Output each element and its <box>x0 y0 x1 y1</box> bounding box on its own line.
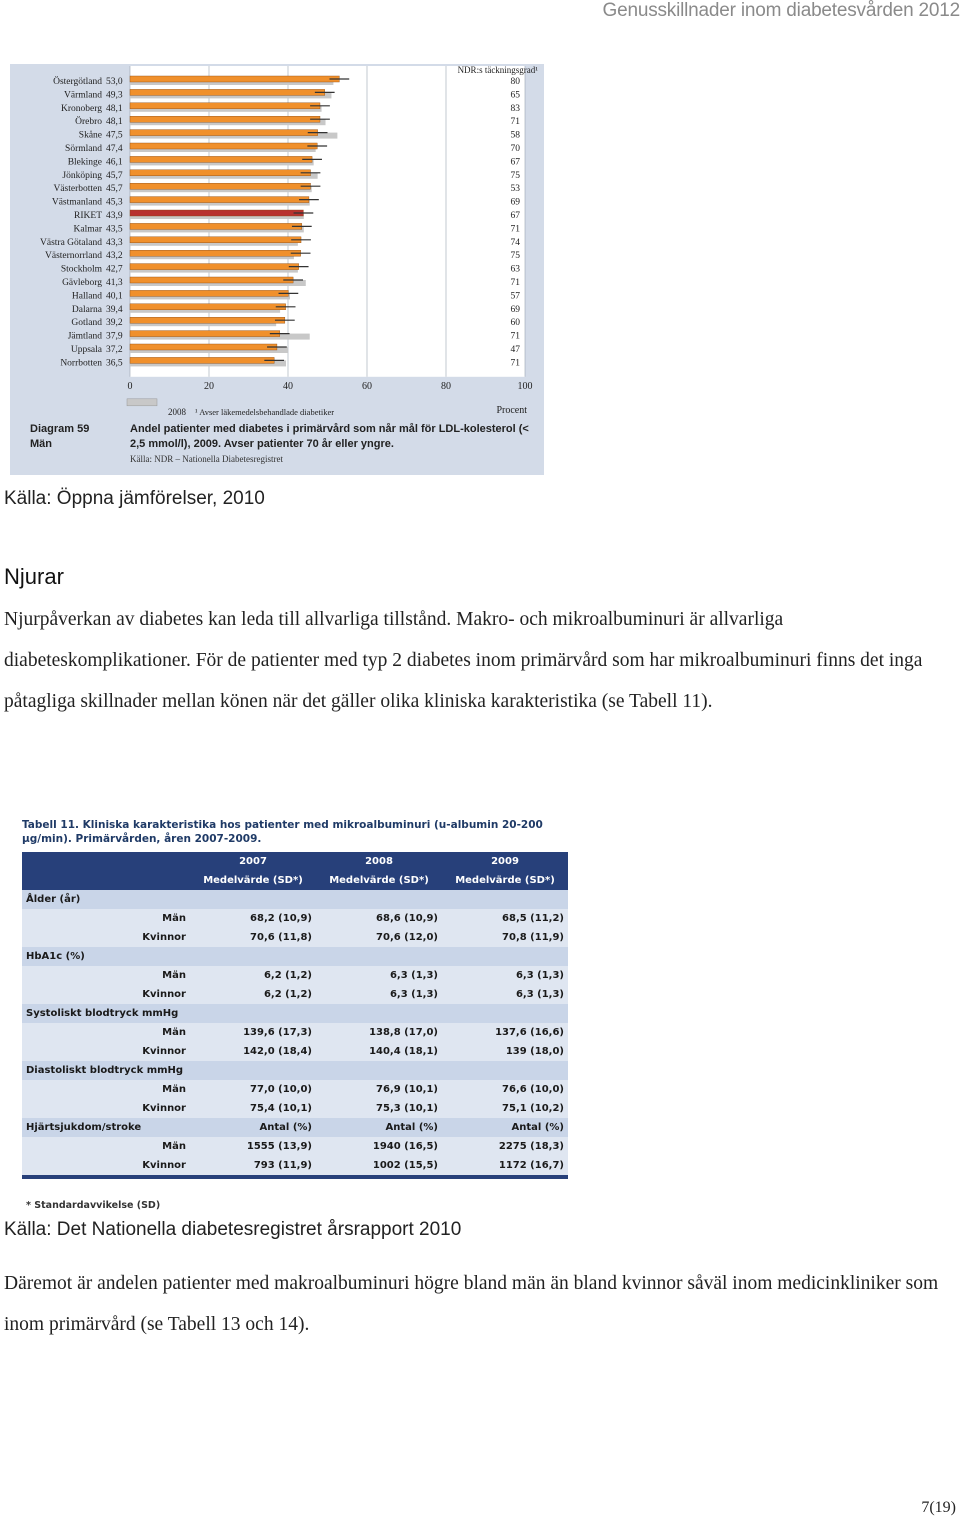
table-cell: 138,8 (17,0) <box>316 1023 442 1042</box>
sex-label: Kvinnor <box>22 1042 190 1061</box>
table-cell: 2275 (18,3) <box>442 1137 568 1156</box>
table-row <box>22 1156 568 1175</box>
table-cell: 6,3 (1,3) <box>316 966 442 985</box>
bar-2009 <box>130 277 293 283</box>
value-label: 40,1 <box>106 291 123 302</box>
table-cell: 6,2 (1,2) <box>190 966 316 985</box>
table-cell: 75,1 (10,2) <box>442 1099 568 1118</box>
bar-2009 <box>130 264 299 270</box>
diagram-source: Källa: NDR – Nationella Diabetesregistret <box>130 454 283 464</box>
category-label: Dalarna <box>71 304 102 315</box>
year-header-row <box>22 852 568 871</box>
bar-chart <box>10 64 544 424</box>
x-tick-label: 20 <box>204 380 214 392</box>
bar-2009 <box>130 183 311 189</box>
category-label: Västmanland <box>51 197 102 208</box>
category-label: Norrbotten <box>60 358 102 369</box>
sex-label: Män <box>22 966 190 985</box>
table-row <box>22 928 568 947</box>
table-bottom-rule <box>22 1175 568 1179</box>
value-label: 48,1 <box>106 117 123 128</box>
table-cell: 6,3 (1,3) <box>316 985 442 1004</box>
plot-area <box>130 66 525 377</box>
sex-label: Män <box>22 909 190 928</box>
year-header: 2009 <box>442 852 568 871</box>
value-label: 39,4 <box>106 304 123 315</box>
table-figure <box>20 814 572 1216</box>
table-footnote: * Standardavvikelse (SD) <box>26 1200 161 1211</box>
coverage-value: 71 <box>510 224 520 235</box>
bar-2009 <box>130 250 301 256</box>
coverage-value: 53 <box>510 184 520 195</box>
table-cell: 77,0 (10,0) <box>190 1080 316 1099</box>
chart-figure <box>10 64 544 475</box>
page-number: 7(19) <box>921 1499 956 1516</box>
sex-label: Kvinnor <box>22 985 190 1004</box>
sex-label: Kvinnor <box>22 1156 190 1175</box>
sex-label: Män <box>22 1023 190 1042</box>
group-header-value: Antal (%) <box>316 1118 442 1137</box>
coverage-value: 71 <box>510 358 520 369</box>
group-label: Systoliskt blodtryck mmHg <box>22 1004 190 1023</box>
table-cell: 68,5 (11,2) <box>442 909 568 928</box>
group-row <box>22 890 568 909</box>
value-label: 39,2 <box>106 318 123 329</box>
coverage-value: 47 <box>510 345 520 355</box>
sex-label: Män <box>22 1080 190 1099</box>
coverage-value: 75 <box>510 251 520 262</box>
coverage-value: 71 <box>510 117 520 128</box>
table-cell: 793 (11,9) <box>190 1156 316 1175</box>
value-label: 45,3 <box>106 197 123 208</box>
group-header-value: Antal (%) <box>190 1118 316 1137</box>
table-cell: 6,3 (1,3) <box>442 985 568 1004</box>
group-header-value <box>316 1061 442 1080</box>
value-label: 47,4 <box>106 144 123 154</box>
sex-label: Kvinnor <box>22 1099 190 1118</box>
value-label: 41,3 <box>106 278 123 288</box>
group-header-value <box>190 1061 316 1080</box>
table-cell: 76,9 (10,1) <box>316 1080 442 1099</box>
category-label: Kronoberg <box>61 103 102 114</box>
group-label: Diastoliskt blodtryck mmHg <box>22 1061 190 1080</box>
bar-2009 <box>130 331 280 337</box>
group-header-value <box>442 947 568 966</box>
coverage-value: 65 <box>510 90 520 101</box>
coverage-value: 57 <box>510 291 520 302</box>
category-label: Östergötland <box>53 77 102 87</box>
value-label: 53,0 <box>106 77 123 87</box>
bar-2009 <box>130 357 274 363</box>
table-row <box>22 909 568 928</box>
section-heading: Njurar <box>4 564 64 589</box>
category-label: Jämtland <box>67 331 102 342</box>
x-tick-label: 60 <box>362 380 372 392</box>
table-row <box>22 1023 568 1042</box>
value-label: 37,2 <box>106 345 123 355</box>
value-label: 36,5 <box>106 358 123 369</box>
category-label: Västerbotten <box>53 184 102 195</box>
table-cell: 70,6 (12,0) <box>316 928 442 947</box>
category-label: Gotland <box>71 318 102 329</box>
diagram-title: Andel patienter med diabetes i primärvård som når mål för LDL-kolesterol (< 2,5 mmol/l), 2009. Avser patienter 70 år eller yngre. <box>130 423 529 450</box>
x-tick-label: 40 <box>283 380 293 392</box>
group-header-value <box>442 1061 568 1080</box>
clinical-table <box>22 852 568 1179</box>
coverage-value: 63 <box>510 264 520 275</box>
group-header-value: Antal (%) <box>442 1118 568 1137</box>
value-label: 42,7 <box>106 264 123 275</box>
bar-2009 <box>130 197 309 203</box>
bar-2009 <box>130 143 317 149</box>
table-cell: 139,6 (17,3) <box>190 1023 316 1042</box>
diagram-number: Diagram 59 <box>30 423 90 435</box>
table-cell: 70,8 (11,9) <box>442 928 568 947</box>
value-label: 43,9 <box>106 211 123 221</box>
running-header: Genusskillnader inom diabetesvården 2012 <box>602 0 960 21</box>
value-label: 46,1 <box>106 157 123 168</box>
table-row <box>22 966 568 985</box>
bar-2009 <box>130 103 320 109</box>
unit-label: Procent <box>496 404 527 416</box>
x-tick-label: 80 <box>441 380 451 392</box>
subheader: Medelvärde (SD*) <box>316 871 442 890</box>
category-label: Gävleborg <box>62 278 102 288</box>
group-header-value <box>190 1004 316 1023</box>
x-tick-label: 0 <box>127 380 133 392</box>
table-row <box>22 1042 568 1061</box>
table-cell: 1555 (13,9) <box>190 1137 316 1156</box>
category-label: Värmland <box>64 90 102 101</box>
group-header-value <box>190 890 316 909</box>
sex-label: Män <box>22 1137 190 1156</box>
coverage-value: 80 <box>510 77 520 87</box>
diagram-label <box>30 422 89 452</box>
coverage-value: 71 <box>510 331 520 342</box>
coverage-value: 67 <box>510 157 520 168</box>
category-label: Blekinge <box>67 157 102 168</box>
value-label: 48,1 <box>106 103 123 114</box>
group-label: Hjärtsjukdom/stroke <box>22 1118 190 1137</box>
group-row <box>22 1061 568 1080</box>
coverage-value: 67 <box>510 211 520 221</box>
group-label: HbA1c (%) <box>22 947 190 966</box>
x-tick-label: 100 <box>517 380 533 392</box>
category-label: Västra Götaland <box>40 237 102 248</box>
bar-2009 <box>130 76 339 82</box>
coverage-value: 58 <box>510 130 520 141</box>
coverage-value: 60 <box>510 318 520 329</box>
value-label: 37,9 <box>106 331 123 342</box>
sex-label: Kvinnor <box>22 928 190 947</box>
coverage-value: 74 <box>510 237 520 248</box>
coverage-value: 69 <box>510 197 520 208</box>
table-cell: 75,4 (10,1) <box>190 1099 316 1118</box>
value-label: 43,5 <box>106 224 123 235</box>
table-bottom-rule-cell <box>22 1175 568 1179</box>
value-label: 45,7 <box>106 184 123 195</box>
bar-2009 <box>130 116 320 122</box>
bar-2009 <box>130 223 302 229</box>
table-cell: 76,6 (10,0) <box>442 1080 568 1099</box>
table-cell: 68,6 (10,9) <box>316 909 442 928</box>
bar-2009 <box>130 89 325 95</box>
bar-2009 <box>130 317 285 323</box>
table-cell: 70,6 (11,8) <box>190 928 316 947</box>
category-label: Stockholm <box>60 264 102 275</box>
category-label: Örebro <box>75 117 102 128</box>
header-blank <box>22 852 190 871</box>
value-label: 49,3 <box>106 90 123 101</box>
bar-2009 <box>130 290 288 296</box>
coverage-value: 75 <box>510 170 520 181</box>
value-label: 43,3 <box>106 237 123 248</box>
group-header-value <box>190 947 316 966</box>
bar-2009-riket <box>130 210 303 216</box>
coverage-value: 83 <box>510 103 520 114</box>
value-label: 43,2 <box>106 251 123 262</box>
table-row <box>22 1080 568 1099</box>
table-cell: 139 (18,0) <box>442 1042 568 1061</box>
table-cell: 1002 (15,5) <box>316 1156 442 1175</box>
group-header-value <box>316 947 442 966</box>
coverage-value: 71 <box>510 278 520 288</box>
category-label: Västernorrland <box>45 251 102 262</box>
coverage-value: 70 <box>510 144 520 154</box>
legend-note: ¹ Avser läkemedelsbehandlade diabetiker <box>195 406 335 417</box>
paragraph-2: Däremot är andelen patienter med makroalbuminuri högre bland män än bland kvinnor såväl inom medicinkliniker som inom primärvård (se Tabell 13 och 14). <box>4 1273 939 1335</box>
category-label: Jönköping <box>62 170 102 181</box>
group-label: Ålder (år) <box>22 890 190 909</box>
table-cell: 68,2 (10,9) <box>190 909 316 928</box>
table-row <box>22 985 568 1004</box>
table-row <box>22 1099 568 1118</box>
paragraph-1: Njurpåverkan av diabetes kan leda till allvarliga tillstånd. Makro- och mikroalbuminuri är allvarliga diabeteskomplikationer. För de patienter med typ 2 diabetes inom primärvård som har mikroalbuminuri finns det inga påtagliga skillnader mellan könen när det gäller olika kliniska karakteristika (se Tabell 11). <box>4 609 923 712</box>
bar-2009 <box>130 237 301 243</box>
year-header: 2008 <box>316 852 442 871</box>
table-cell: 1940 (16,5) <box>316 1137 442 1156</box>
group-header-value <box>316 1004 442 1023</box>
table-cell: 142,0 (18,4) <box>190 1042 316 1061</box>
value-label: 45,7 <box>106 170 123 181</box>
source-1: Källa: Öppna jämförelser, 2010 <box>4 488 265 509</box>
group-row <box>22 1118 568 1137</box>
category-label: RIKET <box>74 211 102 221</box>
group-header-value <box>442 1004 568 1023</box>
group-header-value <box>442 890 568 909</box>
diagram-subgroup: Män <box>30 438 52 450</box>
category-label: Sörmland <box>65 144 102 154</box>
source-2: Källa: Det Nationella diabetesregistret årsrapport 2010 <box>4 1219 462 1240</box>
subheader: Medelvärde (SD*) <box>442 871 568 890</box>
subheader: Medelvärde (SD*) <box>190 871 316 890</box>
coverage-value: 69 <box>510 304 520 315</box>
bar-2009 <box>130 304 286 310</box>
subheader-row <box>22 871 568 890</box>
bar-2009 <box>130 130 318 136</box>
header-blank <box>22 871 190 890</box>
table-cell: 1172 (16,7) <box>442 1156 568 1175</box>
table-row <box>22 1137 568 1156</box>
table-cell: 6,3 (1,3) <box>442 966 568 985</box>
table-cell: 6,2 (1,2) <box>190 985 316 1004</box>
value-label: 47,5 <box>106 130 123 141</box>
bar-2009 <box>130 156 312 162</box>
table-cell: 140,4 (18,1) <box>316 1042 442 1061</box>
legend-swatch-2008 <box>127 399 157 406</box>
coverage-header: NDR:s täckningsgrad¹ <box>457 65 538 75</box>
bar-2009 <box>130 170 311 176</box>
table-cell: 75,3 (10,1) <box>316 1099 442 1118</box>
legend-label: 2008 <box>168 406 186 417</box>
category-label: Halland <box>71 291 102 302</box>
table-caption: Tabell 11. Kliniska karakteristika hos patienter med mikroalbuminuri (u-albumin 20-200 µg/min). Primärvården, åren 2007-2009. <box>22 819 543 845</box>
category-label: Kalmar <box>73 224 102 235</box>
category-label: Uppsala <box>70 345 102 355</box>
group-header-value <box>316 890 442 909</box>
group-row <box>22 947 568 966</box>
category-label: Skåne <box>78 130 102 141</box>
bar-2009 <box>130 344 277 350</box>
group-row <box>22 1004 568 1023</box>
year-header: 2007 <box>190 852 316 871</box>
table-cell: 137,6 (16,6) <box>442 1023 568 1042</box>
